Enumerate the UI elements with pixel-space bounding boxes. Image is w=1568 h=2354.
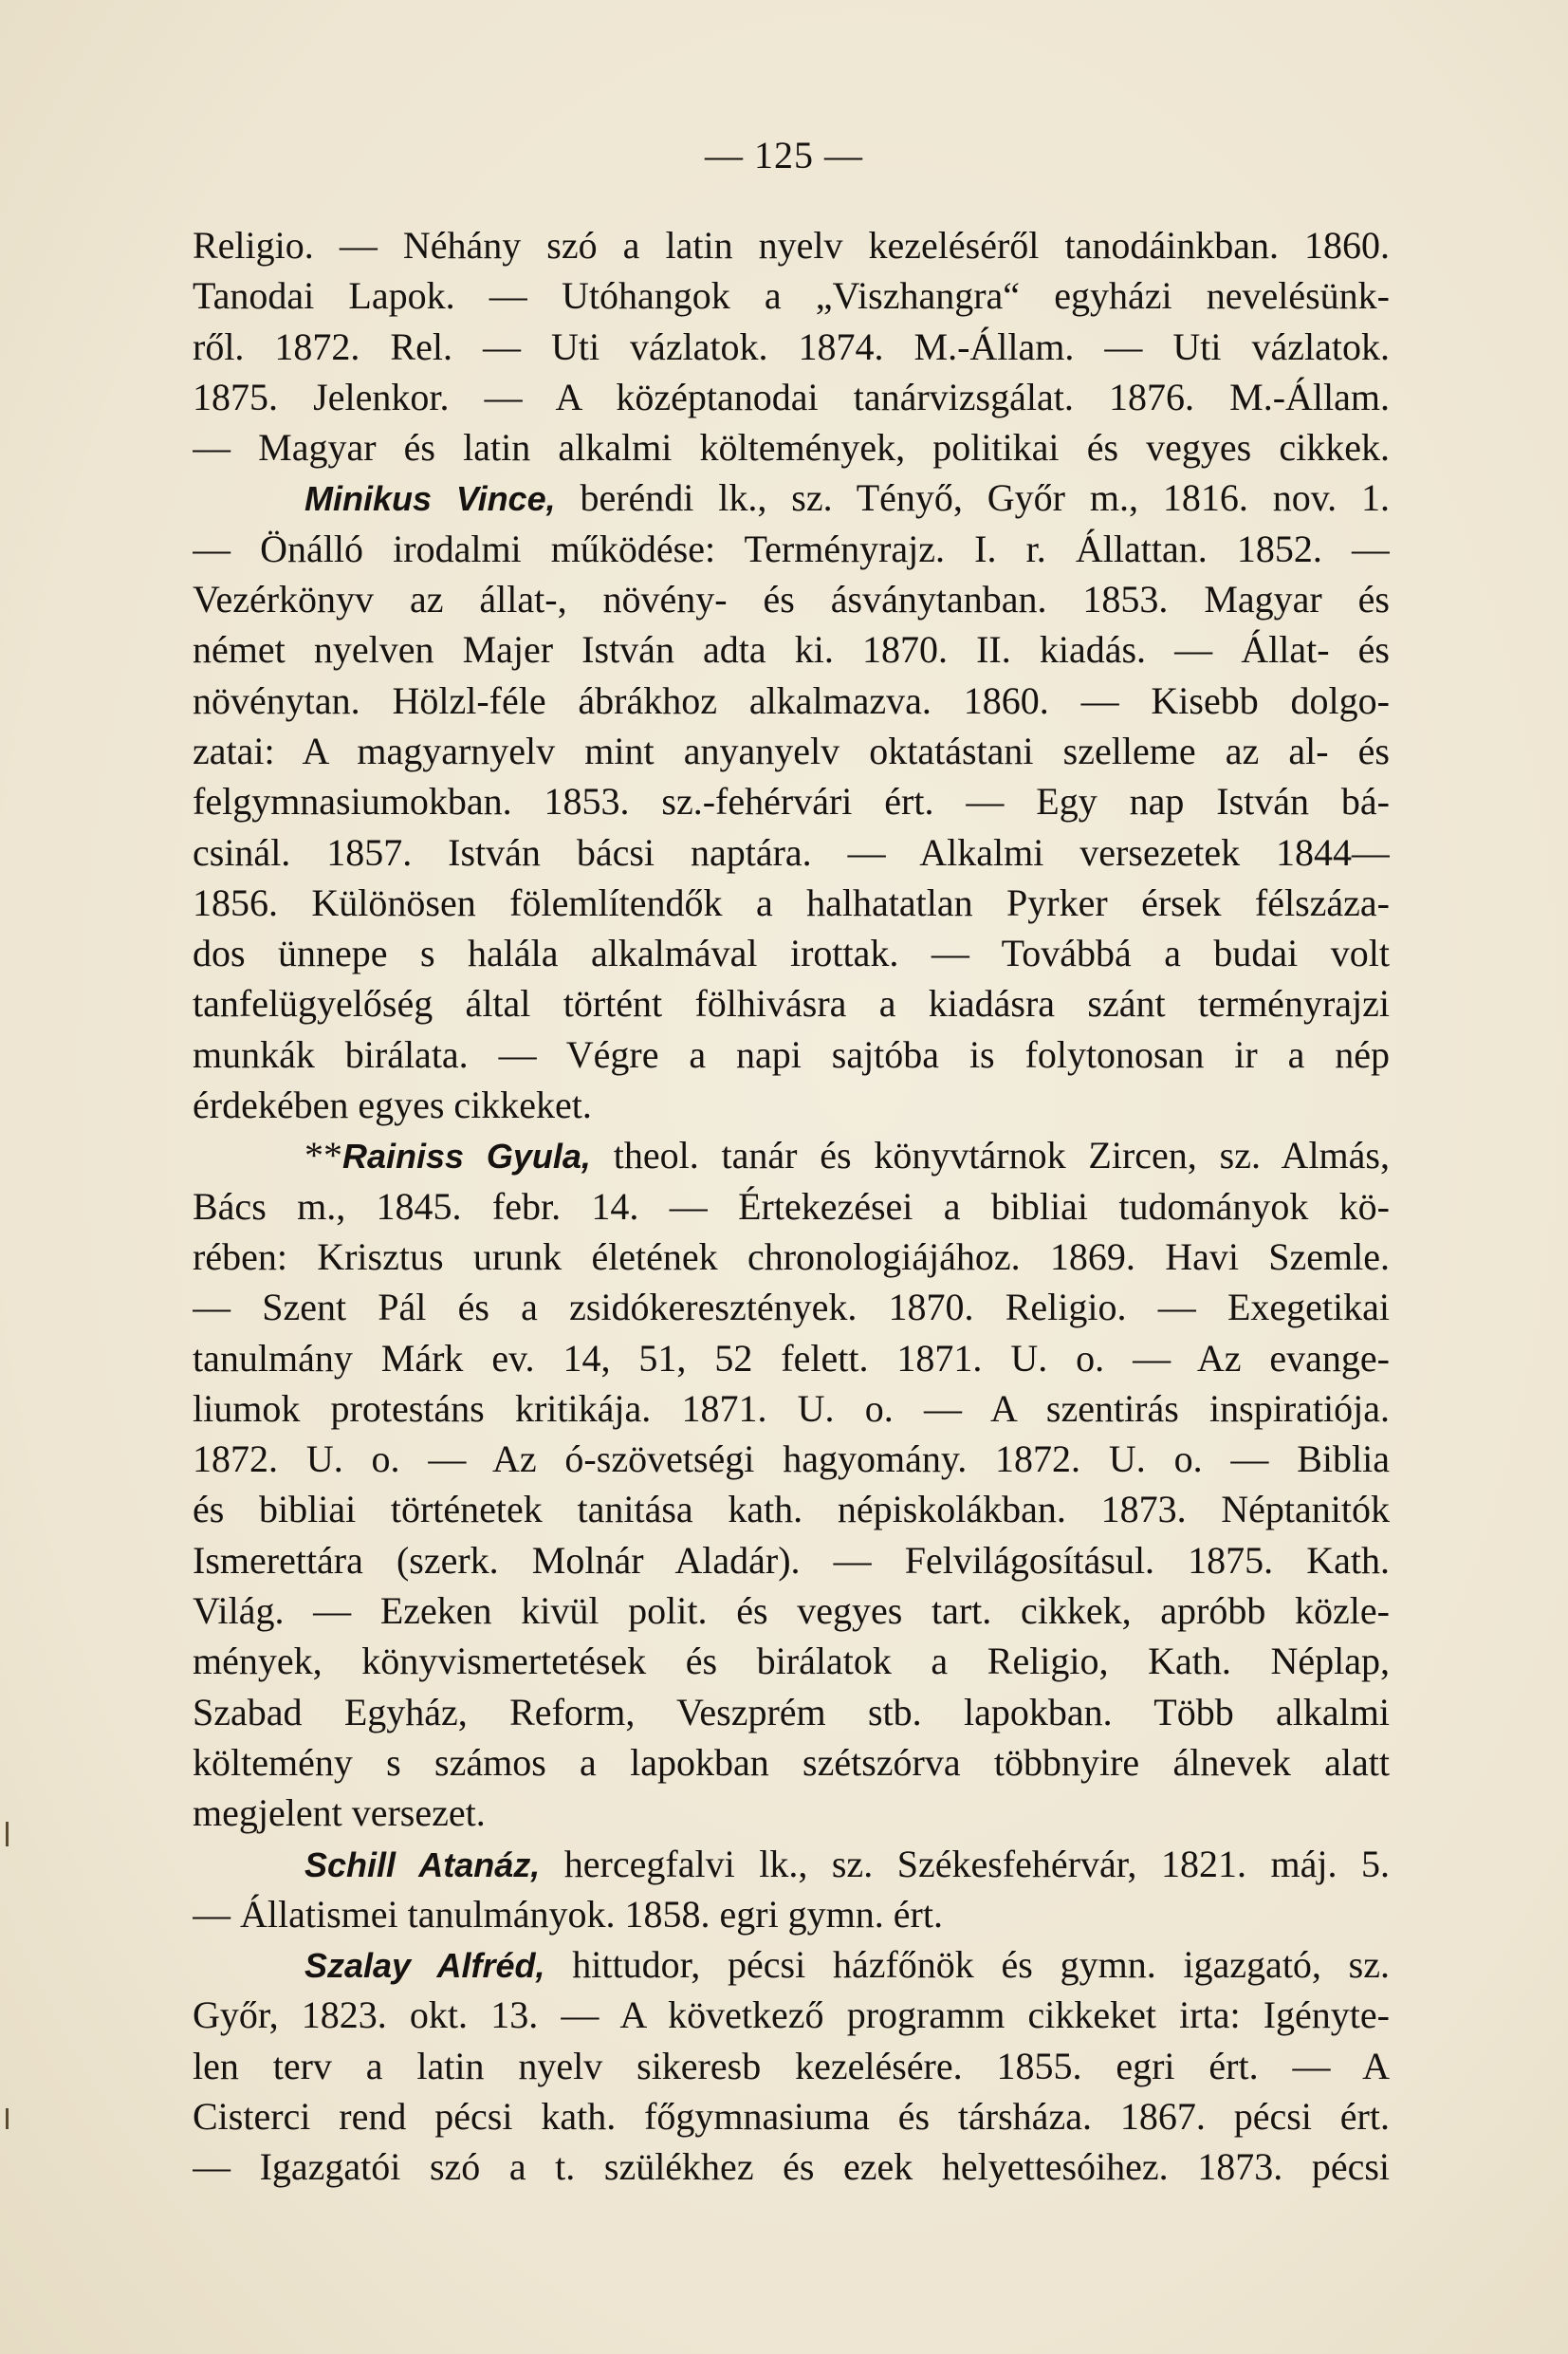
text-line [193, 1737, 1390, 1788]
text-segment: beréndi lk., sz. Tényő, Győr m., 1816. nov. 1. [555, 476, 1390, 520]
text-line [193, 1636, 1390, 1686]
text-segment: 1875. Jelenkor. — A középtanodai tanárvizsgálat. 1876. M.-Állam. [193, 375, 1390, 418]
text-line [193, 2041, 1390, 2091]
text-segment: tanulmány Márk ev. 14, 51, 52 felett. 1871. U. o. — Az evange- [193, 1336, 1390, 1380]
text-line [193, 928, 1390, 978]
text-line [193, 2091, 1390, 2141]
text-line [193, 1788, 1390, 1838]
text-segment: Világ. — Ezeken kivül polit. és vegyes tart. cikkek, apróbb közle- [193, 1589, 1390, 1633]
text-segment: Győr, 1823. okt. 13. — A következő programm cikkeket irta: Igényte- [193, 1993, 1390, 2037]
text-line [193, 372, 1390, 422]
text-line [193, 1383, 1390, 1434]
text-segment: Cisterci rend pécsi kath. főgymnasiuma és társháza. 1867. pécsi ért. [193, 2094, 1390, 2138]
text-line [193, 676, 1390, 726]
text-segment: német nyelven Majer István adta ki. 1870. II. kiadás. — Állat- és [193, 628, 1390, 672]
text-segment: — Magyar és latin alkalmi költemények, politikai és vegyes cikkek. [193, 426, 1390, 470]
text-segment: költemény s számos a lapokban szétszórva többnyire álnevek alatt [193, 1740, 1390, 1784]
text-line [193, 726, 1390, 776]
text-segment: theol. tanár és könyvtárnok Zircen, sz. Almás, [590, 1134, 1390, 1177]
text-segment: Vezérkönyv az állat-, növény- és ásványtanban. 1853. Magyar és [193, 578, 1390, 621]
text-line [193, 270, 1390, 321]
text-segment: — Szent Pál és a zsidókeresztények. 1870. Religio. — Exegetikai [193, 1286, 1390, 1329]
text-segment: érdekében egyes cikkeket. [193, 1084, 592, 1127]
text-line [193, 624, 1390, 675]
person-name: Minikus Vince, [304, 479, 556, 519]
text-line [193, 1535, 1390, 1585]
text-segment: mények, könyvismertetések és birálatok a Religio, Kath. Néplap, [193, 1640, 1390, 1683]
body-text [193, 220, 1390, 2193]
text-line [193, 574, 1390, 624]
text-segment: növénytan. Hölzl-féle ábrákhoz alkalmazva. 1860. — Kisebb dolgo- [193, 678, 1390, 722]
text-segment: hercegfalvi lk., sz. Székesfehérvár, 1821. máj. 5. [540, 1842, 1390, 1885]
person-name: Schill Atanáz, [304, 1844, 541, 1884]
text-line [193, 473, 1390, 523]
text-segment: dos ünnepe s halála alkalmával irottak. — Továbbá a budai volt [193, 932, 1390, 975]
text-line [193, 1029, 1390, 1080]
text-segment: ** [304, 1134, 342, 1177]
text-line [193, 220, 1390, 270]
text-line [193, 1333, 1390, 1383]
text-line [193, 2141, 1390, 2192]
text-segment: — Állatismei tanulmányok. 1858. egri gymn. ért. [193, 1892, 943, 1936]
margin-mark [6, 1822, 9, 1846]
text-line [193, 1839, 1390, 1889]
text-line [193, 1939, 1390, 1990]
text-segment: zatai: A magyarnyelv mint anyanyelv oktatástani szelleme az al- és [193, 729, 1390, 772]
text-line [193, 827, 1390, 878]
text-segment: csinál. 1857. István bácsi naptára. — Alkalmi versezetek 1844— [193, 830, 1390, 874]
page-number: — 125 — [705, 134, 863, 176]
text-line [193, 322, 1390, 372]
text-segment: Religio. — Néhány szó a latin nyelv kezeléséről tanodáinkban. 1860. [193, 224, 1390, 267]
text-segment: — Önálló irodalmi működése: Terményrajz. I. r. Állattan. 1852. — [193, 527, 1390, 570]
text-line [193, 1181, 1390, 1232]
text-segment: 1856. Különösen fölemlítendők a halhatatlan Pyrker érsek félszáza- [193, 880, 1390, 924]
text-line [193, 524, 1390, 574]
text-line [193, 1585, 1390, 1636]
text-line [193, 878, 1390, 928]
text-line [193, 1232, 1390, 1282]
text-line [193, 1282, 1390, 1332]
text-segment: Ismerettára (szerk. Molnár Aladár). — Felvilágosításul. 1875. Kath. [193, 1538, 1390, 1582]
text-segment: Szabad Egyház, Reform, Veszprém stb. lapokban. Több alkalmi [193, 1690, 1390, 1733]
text-line [193, 978, 1390, 1029]
text-segment: len terv a latin nyelv sikeresb kezelésére. 1855. egri ért. — A [193, 2044, 1390, 2087]
text-line [193, 1484, 1390, 1534]
person-name: Rainiss Gyula, [342, 1137, 591, 1177]
text-segment: ről. 1872. Rel. — Uti vázlatok. 1874. M.-Állam. — Uti vázlatok. [193, 324, 1390, 368]
text-segment: munkák birálata. — Végre a napi sajtóba is folytonosan ir a nép [193, 1032, 1390, 1076]
text-segment: Bács m., 1845. febr. 14. — Értekezései a bibliai tudományok kö- [193, 1184, 1390, 1228]
text-segment: — Igazgatói szó a t. szülékhez és ezek helyettesóihez. 1873. pécsi [193, 2145, 1390, 2189]
text-segment: és bibliai történetek tanitása kath. népiskolákban. 1873. Néptanitók [193, 1488, 1390, 1531]
text-segment: Tanodai Lapok. — Utóhangok a „Viszhangra“ egyházi nevelésünk- [193, 274, 1390, 318]
text-line [193, 1080, 1390, 1130]
text-segment: megjelent versezet. [193, 1791, 486, 1835]
text-line [193, 1130, 1390, 1180]
text-line [193, 1990, 1390, 2040]
text-segment: liumok protestáns kritikája. 1871. U. o. — A szentirás inspiratiója. [193, 1386, 1390, 1430]
text-line [193, 1434, 1390, 1484]
text-line [193, 422, 1390, 473]
text-segment: hittudor, pécsi házfőnök és gymn. igazgató, sz. [544, 1943, 1390, 1987]
text-line [193, 1889, 1390, 1939]
text-line [193, 776, 1390, 826]
text-line [193, 1687, 1390, 1737]
text-segment: felgymnasiumokban. 1853. sz.-fehérvári ért. — Egy nap István bá- [193, 780, 1390, 824]
margin-mark [6, 2108, 9, 2129]
text-segment: tanfelügyelőség által történt fölhivásra a kiadásra szánt terményrajzi [193, 982, 1390, 1026]
text-segment: 1872. U. o. — Az ó-szövetségi hagyomány. 1872. U. o. — Biblia [193, 1437, 1390, 1481]
person-name: Szalay Alfréd, [304, 1946, 545, 1986]
text-segment: rében: Krisztus urunk életének chronologiájához. 1869. Havi Szemle. [193, 1234, 1390, 1278]
